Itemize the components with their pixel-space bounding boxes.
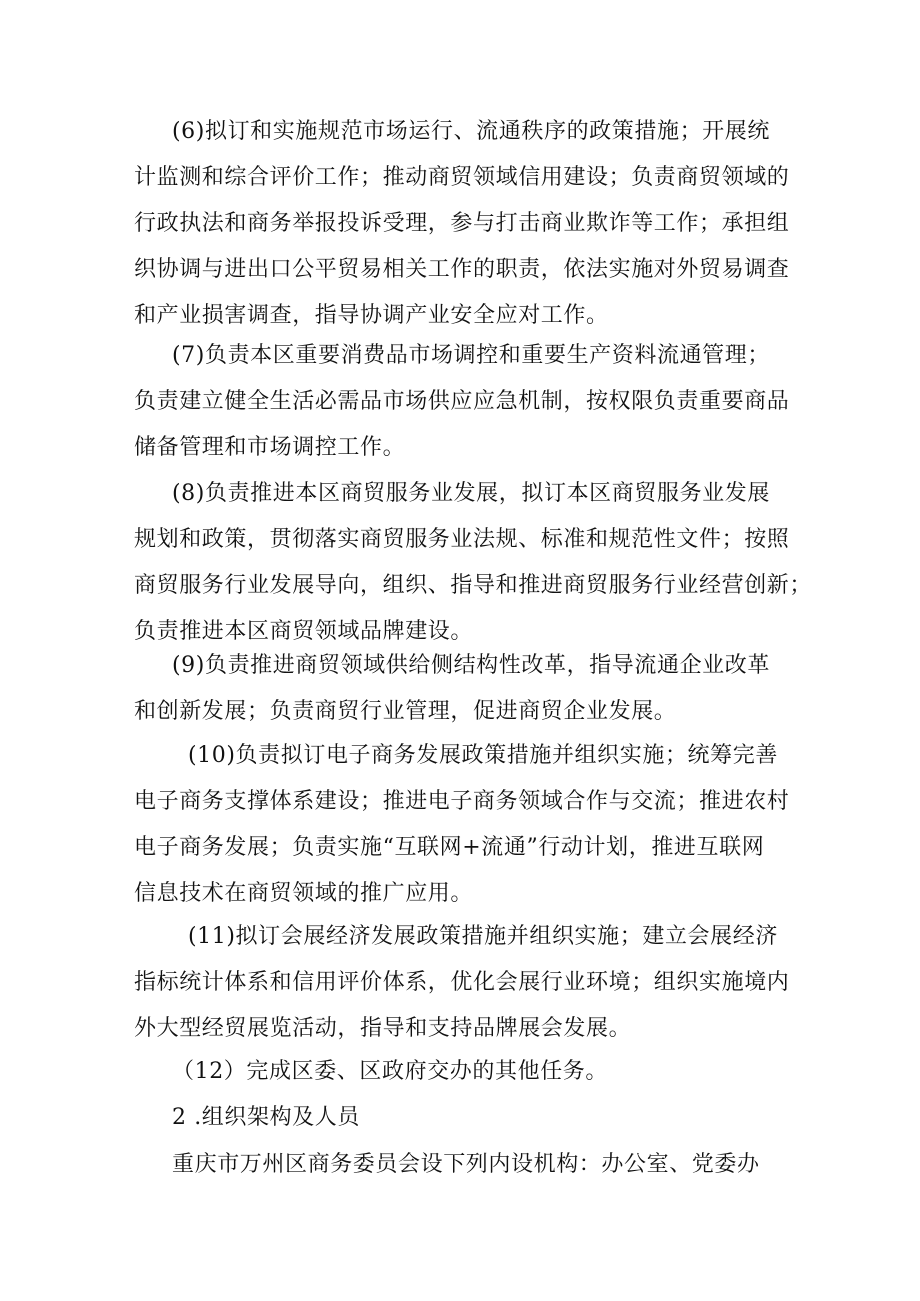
- text-line: (7)负责本区重要消费品市场调控和重要生产资料流通管理；: [172, 343, 770, 368]
- text-line: 行政执法和商务举报投诉受理，参与打击商业欺诈等工作；承担组: [134, 211, 790, 236]
- text-line: 规划和政策，贯彻落实商贸服务业法规、标准和规范性文件；按照: [134, 527, 790, 552]
- text-line: 信息技术在商贸领域的推广应用。: [134, 881, 474, 906]
- text-line: （12）完成区委、区政府交办的其他任务。: [172, 1059, 608, 1084]
- text-line: 负责推进本区商贸领域品牌建设。: [134, 619, 474, 644]
- paragraph-item-10: [134, 733, 798, 917]
- paragraph-item-11: [134, 914, 798, 1052]
- text-line: 织协调与进出口公平贸易相关工作的职责，依法实施对外贸易调查: [134, 257, 790, 282]
- paragraph-item-9: [134, 643, 798, 735]
- text-line: 电子商务支撑体系建设；推进电子商务领域合作与交流；推进农村: [134, 789, 790, 814]
- text-line: 商贸服务行业发展导向，组织、指导和推进商贸服务行业经营创新；: [134, 573, 813, 598]
- text-line: (10)负责拟订电子商务发展政策措施并组织实施；统筹完善: [188, 743, 778, 768]
- text-line: (6)拟订和实施规范市场运行、流通秩序的政策措施；开展统: [172, 119, 770, 144]
- text-line: 负责建立健全生活必需品市场供应应急机制，按权限负责重要商品: [134, 389, 790, 414]
- paragraph-item-7: [134, 333, 798, 471]
- text-line: (11)拟订会展经济发展政策措施并组织实施；建立会展经济: [188, 924, 778, 949]
- paragraph-item-6: [134, 109, 798, 339]
- text-line: (8)负责推进本区商贸服务业发展，拟订本区商贸服务业发展: [172, 481, 770, 506]
- text-line: 计监测和综合评价工作；推动商贸领域信用建设；负责商贸领域的: [134, 165, 790, 190]
- text-line: 外大型经贸展览活动，指导和支持品牌展会发展。: [134, 1016, 632, 1041]
- text-line: 重庆市万州区商务委员会设下列内设机构：办公室、党委办: [172, 1152, 760, 1177]
- section-heading: 2 .组织架构及人员: [172, 1105, 360, 1130]
- text-line: 和产业损害调查，指导协调产业安全应对工作。: [134, 303, 609, 328]
- paragraph-item-12: [134, 1049, 798, 1095]
- text-line: 和创新发展；负责商贸行业管理，促进商贸企业发展。: [134, 699, 677, 724]
- text-line: 电子商务发展；负责实施“互联网+流通”行动计划，推进互联网: [134, 835, 765, 860]
- paragraph-item-8: [134, 471, 813, 655]
- text-line: 储备管理和市场调控工作。: [134, 435, 406, 460]
- paragraph-org-structure: [134, 1142, 798, 1188]
- text-line: 指标统计体系和信用评价体系，优化会展行业环境；组织实施境内: [134, 970, 790, 995]
- text-line: (9)负责推进商贸领域供给侧结构性改革，指导流通企业改革: [172, 653, 770, 678]
